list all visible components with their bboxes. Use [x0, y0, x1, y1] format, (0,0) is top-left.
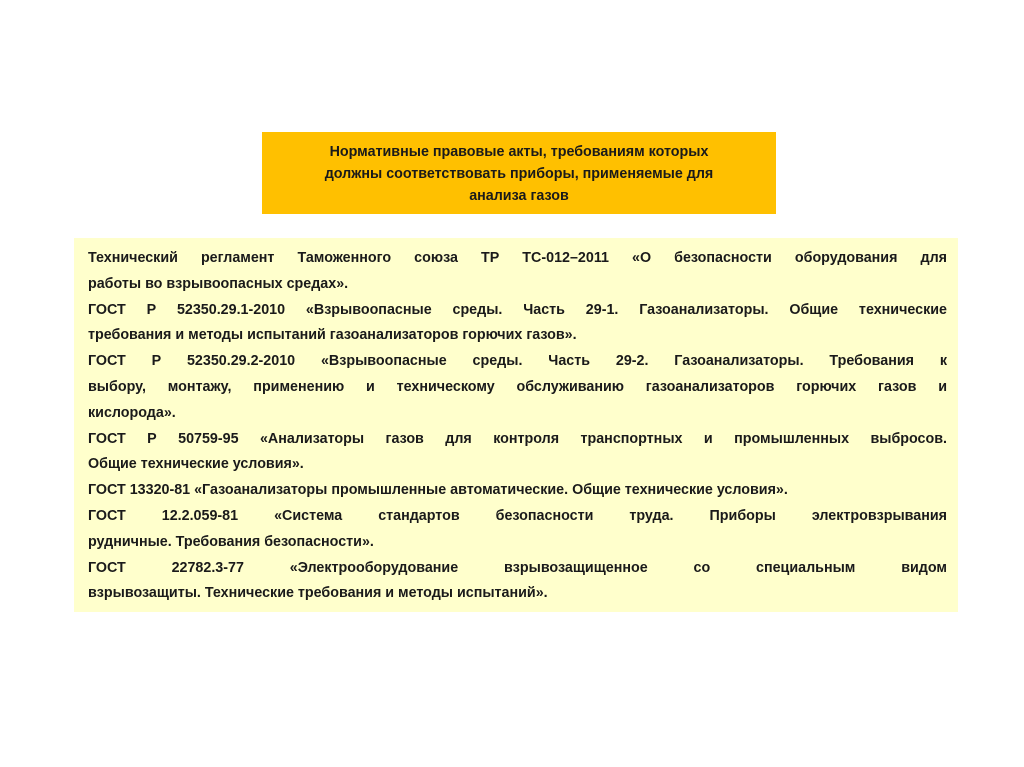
standard-item-text-line: работы во взрывоопасных средах». — [88, 275, 349, 292]
standard-item-text-line: ГОСТ Р 50759-95 «Анализаторы газов для контроля транспортных и промышленных выбросов. — [88, 430, 947, 447]
slide-title-line-1: Нормативные правовые акты, требованиям которых — [329, 144, 709, 160]
standard-item-gost-52350-29-1 — [88, 298, 947, 350]
standard-item-text-line: Технический регламент Таможенного союза ТР ТС-012–2011 «О безопасности оборудования для — [88, 250, 947, 266]
standard-item-text-line: рудничные. Требования безопасности». — [88, 533, 374, 550]
standard-item-gost-22782-3-77 — [88, 556, 947, 608]
standard-item-text-line: ГОСТ Р 52350.29.1-2010 «Взрывоопасные среды. Часть 29-1. Газоанализаторы. Общие технические — [88, 301, 947, 318]
standard-item-text-line: ГОСТ 22782.3-77 «Электрооборудование взрывозащищенное со специальным видом — [88, 559, 947, 576]
standard-item-gost-50759-95 — [88, 427, 947, 479]
slide-title-line-2: должны соответствовать приборы, применяемые для — [324, 166, 714, 182]
standard-item-gost-12-2-059-81 — [88, 504, 947, 556]
standard-item-text-line: ГОСТ 13320-81 «Газоанализаторы промышленные автоматические. Общие технические условия». — [88, 482, 788, 499]
standard-item-text-line: ГОСТ 12.2.059-81 «Система стандартов безопасности труда. Приборы электровзрывания — [88, 507, 947, 524]
standard-item-text-line: взрывозащиты. Технические требования и методы испытаний». — [88, 585, 548, 602]
slide-title-box — [262, 132, 776, 214]
standard-item-text-line: Общие технические условия». — [88, 456, 304, 473]
standard-item-text-line: требования и методы испытаний газоанализаторов горючих газов». — [88, 327, 577, 344]
standard-item-text-line: выбору, монтажу, применению и техническому обслуживанию газоанализаторов горючих газов и — [88, 378, 947, 395]
standards-list — [74, 238, 958, 612]
standard-item-text-line: ГОСТ Р 52350.29.2-2010 «Взрывоопасные среды. Часть 29-2. Газоанализаторы. Требования к — [88, 353, 947, 370]
standard-item-tr-ts-012 — [88, 246, 947, 298]
standard-item-gost-52350-29-2 — [88, 349, 947, 426]
slide-title-line-3: анализа газов — [469, 188, 569, 204]
standard-item-gost-13320-81 — [88, 478, 947, 504]
standard-item-text-line: кислорода». — [88, 404, 176, 421]
